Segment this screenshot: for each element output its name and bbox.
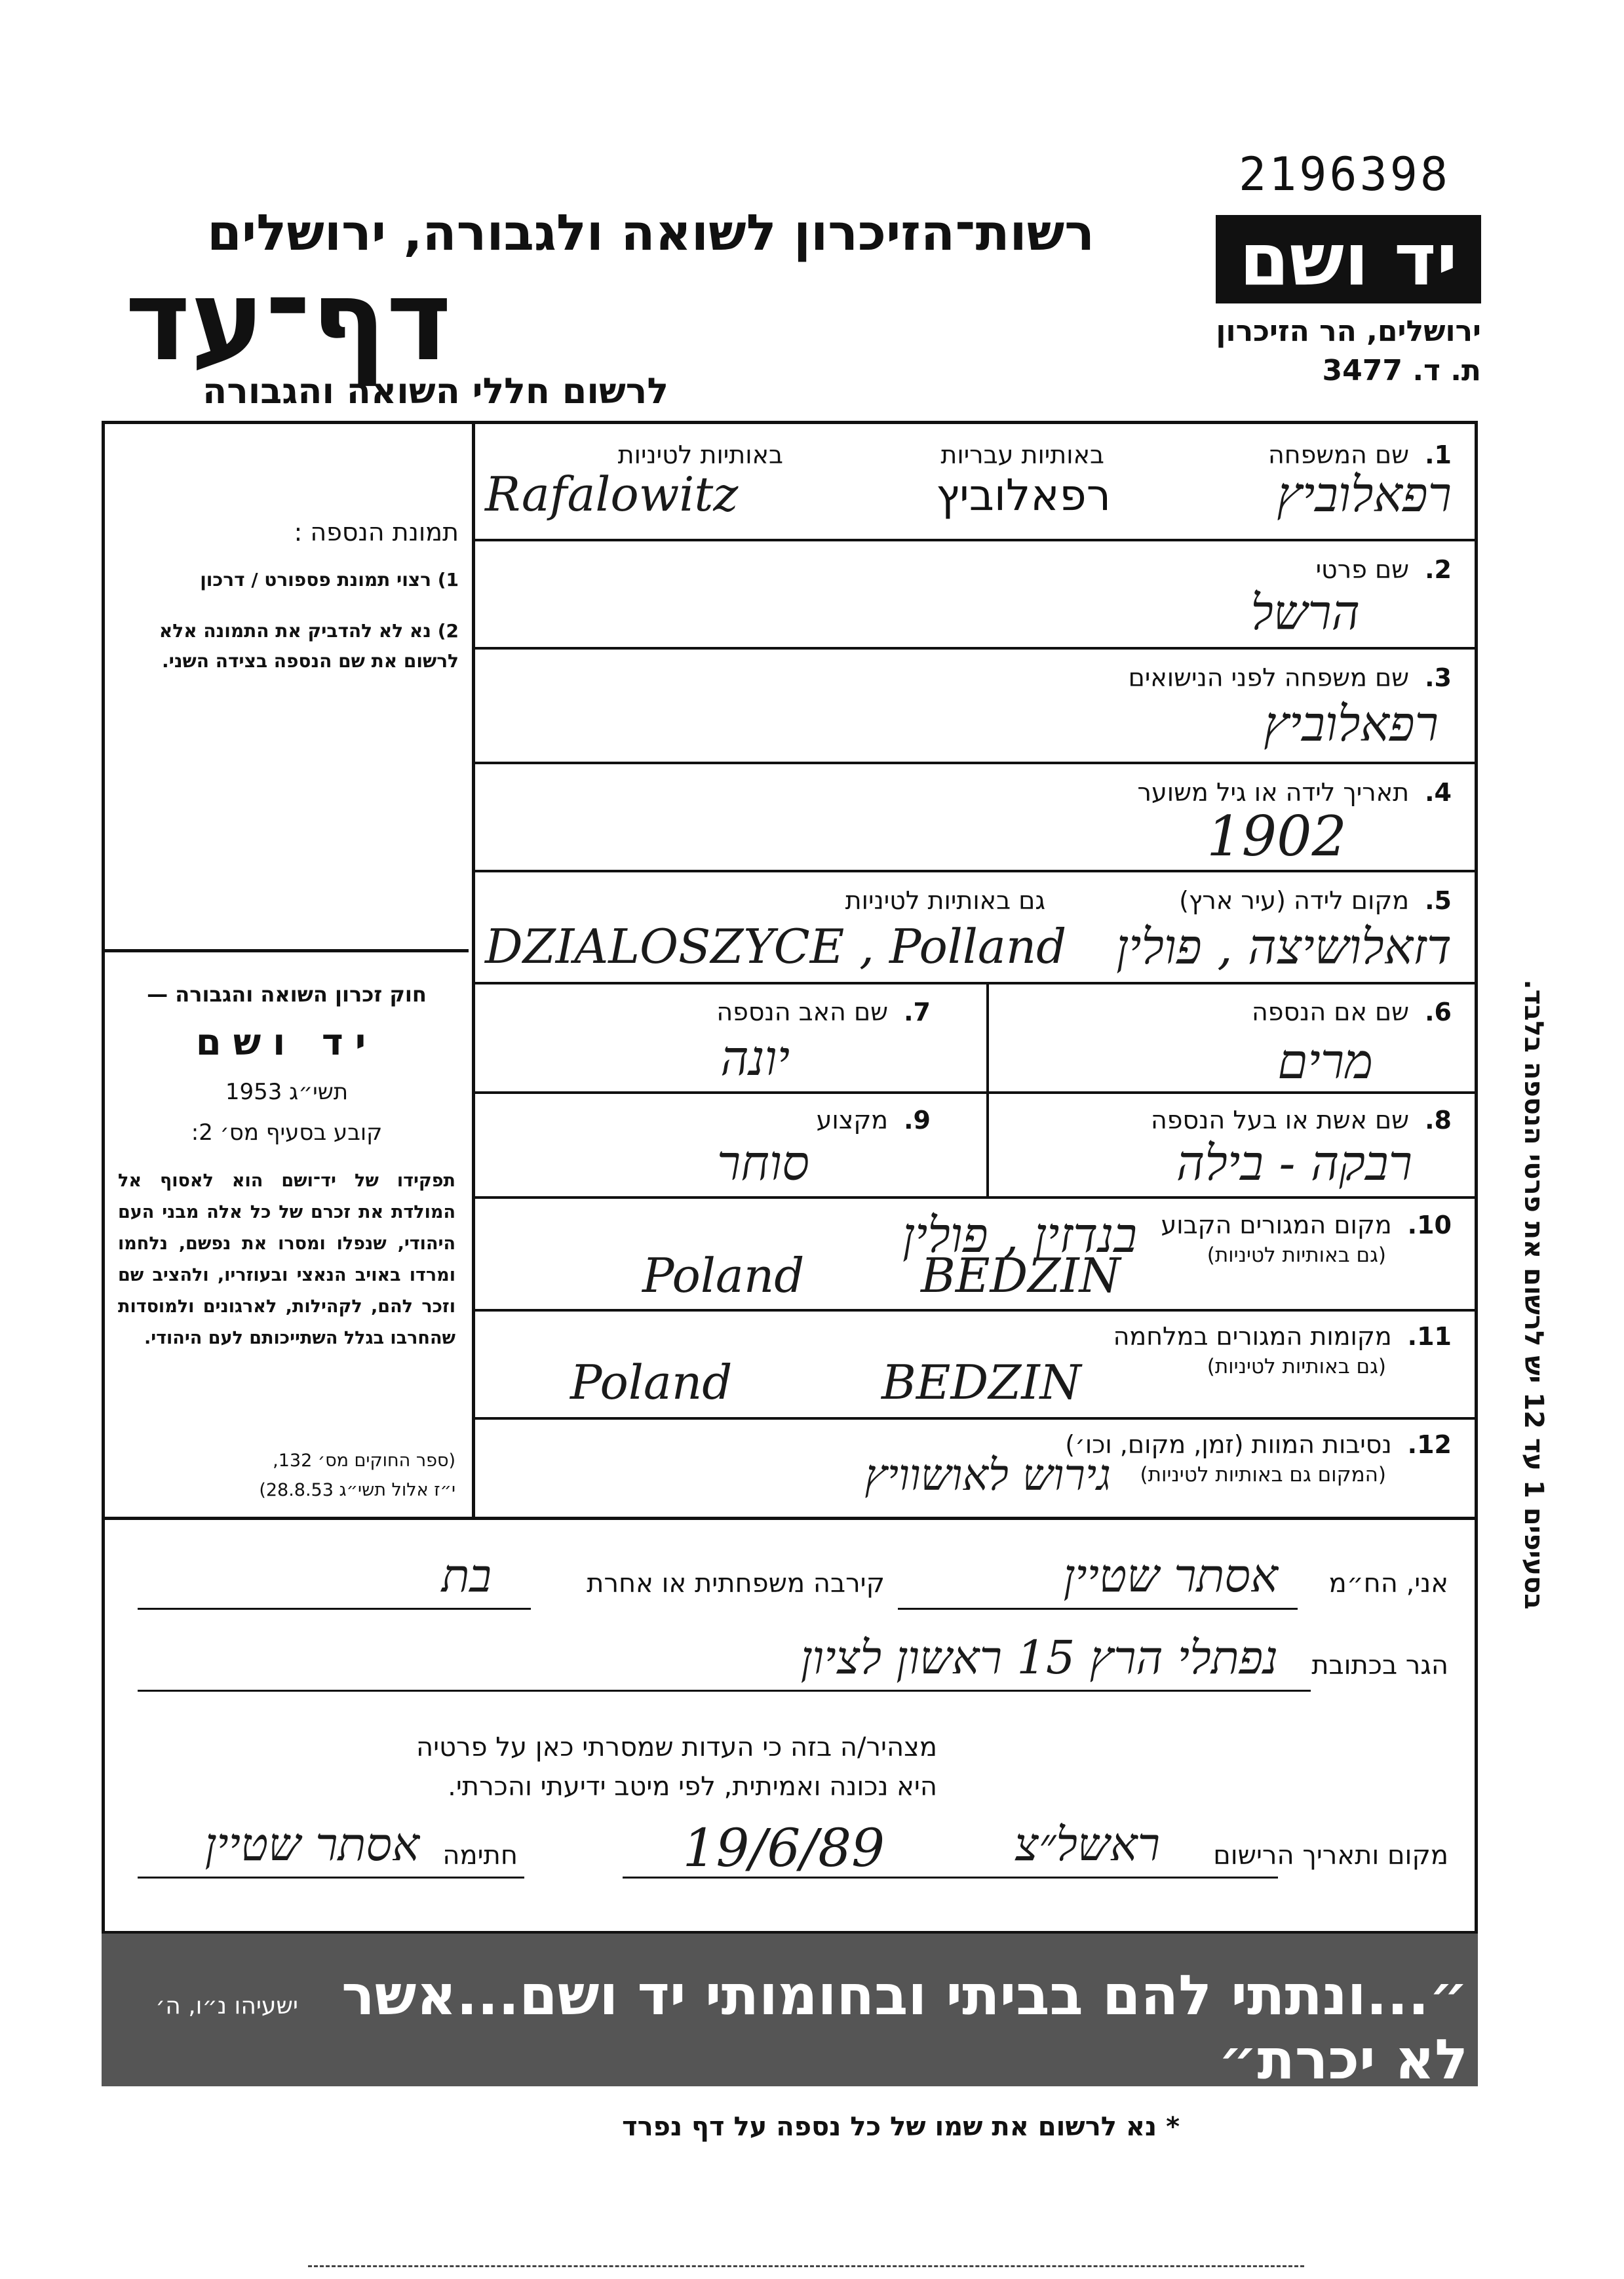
field-5-latin-label: גם באותיות לטיניות xyxy=(845,886,1045,915)
row-divider xyxy=(475,870,1478,872)
signature-label: חתימה xyxy=(442,1841,518,1871)
field-3-value: רפאלוביץ xyxy=(1264,696,1439,752)
law-source-1: (ספר החוקים מס׳ 132, xyxy=(273,1451,455,1471)
field-9-number: 9. xyxy=(904,1106,931,1135)
field-1-value-latin: Rafalowitz xyxy=(485,467,739,522)
place-value: ראשל״צ xyxy=(1015,1818,1160,1871)
column-divider xyxy=(986,982,989,1196)
field-4-number: 4. xyxy=(1425,778,1452,807)
field-7-label: 7.שם האב הנספה xyxy=(716,998,931,1026)
field-1-label: 1.שם המשפחה xyxy=(1267,440,1452,469)
law-clause: קובע בסעיף מס׳ 2: xyxy=(191,1120,383,1146)
side-note xyxy=(1511,819,1556,1770)
field-4-value: 1902 xyxy=(1207,804,1347,868)
footnote: * נא לרשום את שמו של כל נספה על דף נפרד xyxy=(622,2112,1180,2142)
address-value: נפתלי הרץ 15 ראשון לציון xyxy=(800,1631,1278,1685)
row-divider xyxy=(475,647,1478,650)
law-name: יד ושם xyxy=(195,1021,378,1064)
field-12-label: 12.נסיבות המוות (זמן, מקום, וכו׳) xyxy=(1065,1430,1452,1459)
statement-line-1: מצהיר/ה בזה כי העדות שמסרתי כאן על פרטיה xyxy=(416,1732,937,1763)
declarant-value: אסתר שטיין xyxy=(1063,1549,1278,1603)
field-12-sublabel: (המקום גם באותיות לטיניות) xyxy=(1140,1463,1386,1487)
field-5-sublabel: (עיר ארץ) xyxy=(1179,886,1286,915)
field-7-number: 7. xyxy=(904,998,931,1026)
law-source-2: י״ז אלול תשי״ג 28.8.53) xyxy=(259,1480,455,1500)
statement-line-2: היא נכונה ואמיתית, לפי מיטב ידיעתי והכרתי. xyxy=(448,1772,937,1802)
field-8-label: 8.שם אשת או בעל הנספה xyxy=(1150,1106,1452,1135)
field-7-value: יונה xyxy=(720,1030,790,1087)
address-line xyxy=(138,1690,1311,1692)
side-note-text: בסעיפים 1 עד 12 יש לרשום את פרטי הנספה בלבד. xyxy=(1518,979,1549,1610)
form-number: 2196398 xyxy=(1239,147,1451,201)
photo-instructions-box xyxy=(105,424,469,952)
row-divider xyxy=(475,1196,1478,1199)
field-5-label: 5.מקום לידה (עיר ארץ) xyxy=(1179,886,1452,915)
field-2-label: 2.שם פרטי xyxy=(1315,555,1452,584)
photo-instruction-1: 1) רצוי תמונת פספורט / דרכון xyxy=(200,569,459,591)
field-5-number: 5. xyxy=(1425,886,1452,915)
logo-pobox: ת. ד. 3477 xyxy=(1322,354,1481,387)
field-2-number: 2. xyxy=(1425,555,1452,584)
field-1-number: 1. xyxy=(1425,440,1452,469)
field-11-number: 11. xyxy=(1407,1322,1452,1351)
field-10-value-latin-country: Poland xyxy=(642,1248,805,1303)
banner-source: ישעיהו נ״ו, ה׳ xyxy=(155,1993,298,2019)
field-5-value-latin: DZIALOSZYCE , Polland xyxy=(485,919,1067,974)
field-2-value: הרשל xyxy=(1250,585,1360,641)
law-heading: חוק זכרון השואה והגבורה — xyxy=(147,982,427,1007)
field-10-label: 10.מקום המגורים הקבוע xyxy=(1161,1211,1452,1239)
field-11-label: 11.מקומות המגורים במלחמה xyxy=(1113,1322,1452,1351)
form-title: דף־עד xyxy=(125,256,452,386)
field-3-number: 3. xyxy=(1425,663,1452,692)
relation-label: קירבה משפחתית או אחרת xyxy=(587,1568,885,1599)
field-1-value-hebrew: רפאלוביץ xyxy=(936,470,1111,520)
date-value: 19/6/89 xyxy=(682,1818,885,1879)
field-9-label: 9.מקצוע xyxy=(816,1106,931,1135)
field-11-value-latin-country: Poland xyxy=(570,1355,733,1410)
field-12-value: גירוש לאושוויץ xyxy=(864,1450,1111,1500)
field-11-sublabel: (גם באותיות לטיניות) xyxy=(1207,1355,1386,1378)
field-5-value: דזאלושיצה , פולין xyxy=(1116,919,1452,975)
law-year: תשי״ג 1953 xyxy=(225,1079,349,1105)
field-8-number: 8. xyxy=(1425,1106,1452,1135)
declarant-line xyxy=(898,1608,1298,1610)
field-6-number: 6. xyxy=(1425,998,1452,1026)
signature-value: אסתר שטיין xyxy=(204,1818,419,1871)
law-body: תפקידו של יד־ושם הוא לאסוף אל המולדת את זכרם של כל אלה מבני העם היהודי, שנפלו ומסרו את נפשם, נלחמו ומרדו באויב הנאצי ובעוזריו, ולהציב שם וזכר להם, לקהילות, לארגונים ולמוסדות שהחרבו בגלל השתייכותם לעם היהודי. xyxy=(118,1171,455,1348)
relation-line xyxy=(138,1608,531,1610)
fields-column xyxy=(472,421,1478,1520)
logo-subtitle: ירושלים, הר הזיכרון xyxy=(1216,315,1481,348)
field-10-value-latin-city: BEDZIN xyxy=(921,1248,1121,1303)
organization-title: רשות־הזיכרון לשואה ולגבורה, ירושלים xyxy=(207,203,1094,262)
row-divider xyxy=(475,1417,1478,1420)
photo-title: תמונת הנספה : xyxy=(294,518,459,547)
field-10-number: 10. xyxy=(1407,1211,1452,1239)
address-label: הגר בכתובת xyxy=(1311,1650,1448,1681)
field-1-hebrew-label: באותיות עבריות xyxy=(940,440,1104,469)
field-1-latin-label: באותיות לטיניות xyxy=(617,440,783,469)
photo-instruction-2: 2) נא לא להדביק את התמונה אלא לרשום את שם הנספה בצידה השני. xyxy=(159,620,459,672)
form-subtitle: לרשום חללי השואה והגבורה xyxy=(203,370,668,412)
field-9-value: סוחר xyxy=(716,1135,809,1192)
field-6-value: מרים xyxy=(1277,1034,1373,1090)
field-8-value: רבקה - בילה xyxy=(1176,1135,1412,1192)
field-11-value-latin-city: BEDZIN xyxy=(881,1355,1081,1410)
field-10-sublabel: (גם באותיות לטיניות) xyxy=(1207,1243,1386,1267)
row-divider xyxy=(475,1309,1478,1312)
field-4-label: 4.תאריך לידה או גיל משוער xyxy=(1137,778,1452,807)
row-divider xyxy=(475,539,1478,541)
field-6-label: 6.שם אם הנספה xyxy=(1251,998,1452,1026)
field-1-value-handwritten: רפאלוביץ xyxy=(1277,467,1452,523)
declaration-frame xyxy=(102,1519,1478,1934)
field-10-value: בנדזין , פולין xyxy=(902,1207,1137,1264)
row-divider xyxy=(475,1091,1478,1094)
law-box xyxy=(105,956,469,1517)
relation-value: בת xyxy=(441,1549,492,1603)
signature-line xyxy=(138,1877,524,1879)
logo-text: יד ושם xyxy=(1239,217,1458,302)
yad-vashem-logo xyxy=(1216,215,1481,303)
row-divider xyxy=(475,982,1478,984)
banner-quote: ״...ונתתי להם בביתי ובחומותי יד ושם...אשר לא יכרת״ xyxy=(341,1963,1468,2092)
place-date-label: מקום ותאריך הרישום xyxy=(1213,1841,1448,1871)
field-12-number: 12. xyxy=(1407,1430,1452,1459)
row-divider xyxy=(475,762,1478,764)
declarant-label: אני, הח״מ xyxy=(1328,1568,1448,1599)
field-3-label: 3.שם משפחה לפני הנישואים xyxy=(1128,663,1452,692)
